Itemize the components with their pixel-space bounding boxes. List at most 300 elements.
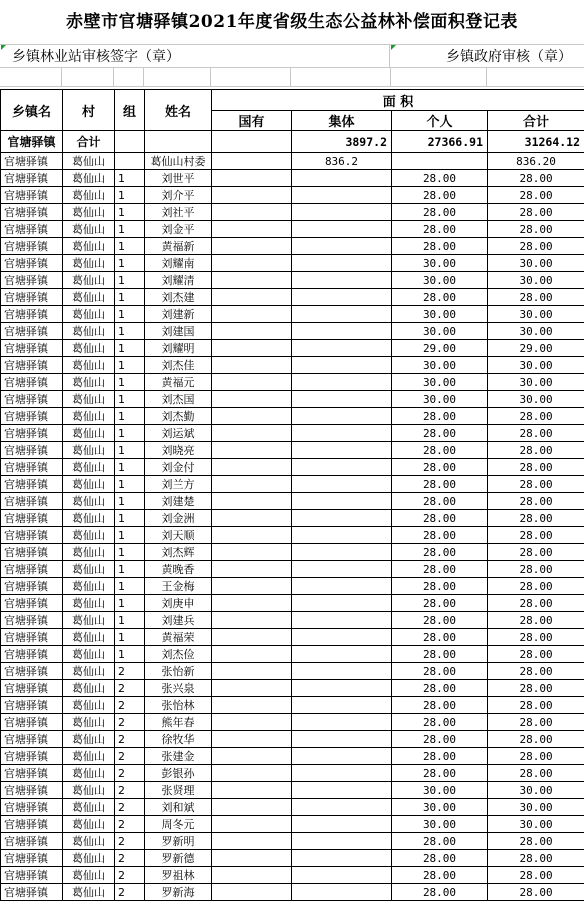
cell-village: 葛仙山 [63,510,115,527]
cell-village: 葛仙山 [63,697,115,714]
cell-collective [292,833,392,850]
cell-state [212,833,292,850]
cell-state [212,493,292,510]
summary-collective: 3897.2 [292,131,392,153]
cell-village: 葛仙山 [63,476,115,493]
cell-group: 1 [115,255,145,272]
cell-group: 1 [115,595,145,612]
summary-row [1,131,584,153]
cell-village: 葛仙山 [63,731,115,748]
cell-individual: 28.00 [392,187,488,204]
table-row [1,697,584,714]
cell-township: 官塘驿镇 [1,595,63,612]
cell-township: 官塘驿镇 [1,510,63,527]
cell-village: 葛仙山 [63,714,115,731]
cell-group: 1 [115,476,145,493]
cell-village: 葛仙山 [63,391,115,408]
cell-state [212,442,292,459]
cell-name: 张贤理 [145,782,212,799]
cell-collective [292,663,392,680]
cell-collective [292,748,392,765]
cell-township: 官塘驿镇 [1,238,63,255]
cell-group: 1 [115,306,145,323]
cell-group: 1 [115,323,145,340]
cell-total: 28.00 [488,629,584,646]
cell-individual: 28.00 [392,442,488,459]
cell-group: 2 [115,816,145,833]
cell-state [212,425,292,442]
cell-township: 官塘驿镇 [1,731,63,748]
cell-name: 刘耀南 [145,255,212,272]
table-row [1,255,584,272]
comment-marker-icon [1,45,6,50]
cell-group: 2 [115,765,145,782]
government-review-signature: 乡镇政府审核（章） [390,44,584,68]
cell-total: 28.00 [488,425,584,442]
cell-village: 葛仙山 [63,782,115,799]
cell-township: 官塘驿镇 [1,680,63,697]
cell-group: 2 [115,731,145,748]
cell-total: 28.00 [488,731,584,748]
cell-state [212,153,292,170]
cell-township: 官塘驿镇 [1,391,63,408]
header-name: 姓名 [145,90,212,131]
cell-state [212,595,292,612]
table-row [1,884,584,901]
cell-name: 熊年春 [145,714,212,731]
cell-name: 徐牧华 [145,731,212,748]
cell-name: 刘和斌 [145,799,212,816]
cell-individual: 28.00 [392,595,488,612]
cell-name: 刘晓亮 [145,442,212,459]
table-row [1,850,584,867]
cell-total: 28.00 [488,697,584,714]
cell-group: 2 [115,714,145,731]
cell-name: 刘杰佳 [145,357,212,374]
cell-name: 刘耀清 [145,272,212,289]
cell-individual: 28.00 [392,204,488,221]
cell-group: 1 [115,646,145,663]
cell-collective [292,850,392,867]
cell-village: 葛仙山 [63,340,115,357]
cell-name: 周冬元 [145,816,212,833]
cell-total: 28.00 [488,595,584,612]
cell-village: 葛仙山 [63,799,115,816]
cell-group: 2 [115,680,145,697]
cell-individual: 28.00 [392,170,488,187]
cell-individual: 28.00 [392,833,488,850]
cell-village: 葛仙山 [63,323,115,340]
cell-state [212,204,292,221]
cell-collective [292,187,392,204]
table-row [1,493,584,510]
cell-total: 28.00 [488,663,584,680]
cell-state [212,646,292,663]
cell-total: 28.00 [488,561,584,578]
cell-state [212,221,292,238]
cell-group: 2 [115,850,145,867]
cell-name: 彭银孙 [145,765,212,782]
cell-state [212,663,292,680]
cell-individual: 28.00 [392,629,488,646]
cell-individual: 30.00 [392,374,488,391]
cell-total: 30.00 [488,357,584,374]
cell-individual: 30.00 [392,391,488,408]
cell-township: 官塘驿镇 [1,646,63,663]
cell-group: 1 [115,544,145,561]
cell-state [212,272,292,289]
cell-name: 张怡新 [145,663,212,680]
cell-village: 葛仙山 [63,408,115,425]
cell-total: 28.00 [488,612,584,629]
cell-individual: 28.00 [392,714,488,731]
cell-township: 官塘驿镇 [1,816,63,833]
table-row [1,782,584,799]
cell-state [212,561,292,578]
cell-group: 1 [115,493,145,510]
cell-township: 官塘驿镇 [1,833,63,850]
cell-group: 2 [115,884,145,901]
cell-name: 罗祖林 [145,867,212,884]
cell-village: 葛仙山 [63,238,115,255]
cell-name: 刘庚申 [145,595,212,612]
cell-collective [292,527,392,544]
cell-village: 葛仙山 [63,595,115,612]
cell-total: 28.00 [488,442,584,459]
cell-village: 葛仙山 [63,867,115,884]
cell-individual: 28.00 [392,697,488,714]
cell-individual: 30.00 [392,323,488,340]
cell-village: 葛仙山 [63,561,115,578]
cell-group: 1 [115,425,145,442]
cell-individual: 28.00 [392,289,488,306]
cell-name: 刘金洲 [145,510,212,527]
cell-collective [292,391,392,408]
cell-group: 2 [115,799,145,816]
cell-state [212,459,292,476]
cell-collective [292,680,392,697]
cell-group: 1 [115,612,145,629]
cell-collective [292,238,392,255]
cell-total: 28.00 [488,748,584,765]
cell-name: 王金梅 [145,578,212,595]
cell-state [212,629,292,646]
cell-collective: 836.2 [292,153,392,170]
cell-township: 官塘驿镇 [1,561,63,578]
cell-village: 葛仙山 [63,187,115,204]
cell-individual: 28.00 [392,561,488,578]
cell-township: 官塘驿镇 [1,714,63,731]
cell-township: 官塘驿镇 [1,425,63,442]
comment-marker-icon [391,45,396,50]
table-row [1,748,584,765]
cell-name: 刘建国 [145,323,212,340]
cell-name: 刘杰勤 [145,408,212,425]
cell-state [212,357,292,374]
cell-group: 1 [115,510,145,527]
table-row [1,731,584,748]
cell-total: 28.00 [488,170,584,187]
forestry-station-signature: 乡镇林业站审核签字（章） [0,44,390,68]
cell-township: 官塘驿镇 [1,867,63,884]
cell-state [212,527,292,544]
cell-total: 28.00 [488,510,584,527]
summary-group [115,131,145,153]
cell-township: 官塘驿镇 [1,850,63,867]
cell-name: 刘杰辉 [145,544,212,561]
table-row [1,391,584,408]
cell-township: 官塘驿镇 [1,221,63,238]
cell-name: 刘金付 [145,459,212,476]
spacer-row [0,68,584,87]
table-row [1,170,584,187]
cell-individual: 28.00 [392,476,488,493]
cell-collective [292,765,392,782]
cell-state [212,187,292,204]
table-row [1,204,584,221]
cell-total: 836.20 [488,153,584,170]
cell-group: 2 [115,748,145,765]
cell-collective [292,884,392,901]
cell-group: 1 [115,289,145,306]
cell-individual: 28.00 [392,459,488,476]
cell-name: 刘建兵 [145,612,212,629]
table-row [1,544,584,561]
cell-individual: 28.00 [392,425,488,442]
cell-township: 官塘驿镇 [1,255,63,272]
cell-individual: 30.00 [392,816,488,833]
cell-collective [292,493,392,510]
summary-name [145,131,212,153]
cell-total: 28.00 [488,238,584,255]
cell-state [212,714,292,731]
cell-state [212,680,292,697]
table-row [1,527,584,544]
cell-individual: 28.00 [392,850,488,867]
cell-township: 官塘驿镇 [1,629,63,646]
table-row [1,561,584,578]
cell-individual: 30.00 [392,799,488,816]
page-title: 赤壁市官塘驿镇2021年度省级生态公益林补偿面积登记表 [66,12,518,32]
cell-total: 30.00 [488,816,584,833]
cell-township: 官塘驿镇 [1,476,63,493]
cell-village: 葛仙山 [63,612,115,629]
cell-state [212,697,292,714]
cell-village: 葛仙山 [63,544,115,561]
cell-name: 刘建新 [145,306,212,323]
cell-collective [292,357,392,374]
cell-individual: 28.00 [392,578,488,595]
cell-state [212,748,292,765]
cell-total: 28.00 [488,850,584,867]
cell-collective [292,782,392,799]
table-row [1,442,584,459]
cell-individual: 30.00 [392,357,488,374]
cell-group: 1 [115,391,145,408]
cell-name: 刘运斌 [145,425,212,442]
cell-total: 28.00 [488,833,584,850]
cell-individual: 28.00 [392,748,488,765]
cell-total: 30.00 [488,272,584,289]
cell-state [212,799,292,816]
cell-collective [292,408,392,425]
cell-group: 1 [115,340,145,357]
cell-name: 张建金 [145,748,212,765]
cell-group: 1 [115,374,145,391]
cell-township: 官塘驿镇 [1,323,63,340]
cell-collective [292,799,392,816]
summary-state [212,131,292,153]
cell-township: 官塘驿镇 [1,782,63,799]
cell-state [212,340,292,357]
cell-collective [292,867,392,884]
table-row [1,238,584,255]
cell-name: 刘建楚 [145,493,212,510]
cell-collective [292,204,392,221]
cell-collective [292,323,392,340]
cell-collective [292,442,392,459]
cell-township: 官塘驿镇 [1,493,63,510]
cell-total: 28.00 [488,408,584,425]
cell-name: 刘天顺 [145,527,212,544]
cell-village: 葛仙山 [63,374,115,391]
cell-village: 葛仙山 [63,493,115,510]
cell-village: 葛仙山 [63,646,115,663]
cell-village: 葛仙山 [63,425,115,442]
cell-individual: 28.00 [392,680,488,697]
cell-state [212,408,292,425]
cell-total: 30.00 [488,374,584,391]
cell-individual: 30.00 [392,782,488,799]
cell-name: 黄福荣 [145,629,212,646]
cell-name: 刘耀明 [145,340,212,357]
cell-township: 官塘驿镇 [1,153,63,170]
cell-group: 1 [115,238,145,255]
cell-name: 黄晚香 [145,561,212,578]
cell-state [212,765,292,782]
cell-total: 28.00 [488,765,584,782]
cell-name: 罗新海 [145,884,212,901]
table-row [1,357,584,374]
cell-state [212,816,292,833]
cell-collective [292,816,392,833]
cell-collective [292,629,392,646]
cell-collective [292,646,392,663]
cell-village: 葛仙山 [63,816,115,833]
cell-collective [292,289,392,306]
cell-group: 1 [115,187,145,204]
cell-group: 1 [115,272,145,289]
cell-individual: 28.00 [392,510,488,527]
cell-collective [292,459,392,476]
cell-group: 1 [115,459,145,476]
table-row [1,765,584,782]
cell-total: 30.00 [488,323,584,340]
cell-township: 官塘驿镇 [1,170,63,187]
cell-group: 2 [115,697,145,714]
cell-state [212,850,292,867]
cell-total: 30.00 [488,391,584,408]
cell-village: 葛仙山 [63,357,115,374]
cell-group: 1 [115,629,145,646]
cell-township: 官塘驿镇 [1,374,63,391]
cell-collective [292,374,392,391]
cell-village: 葛仙山 [63,748,115,765]
cell-group: 1 [115,561,145,578]
cell-township: 官塘驿镇 [1,408,63,425]
table-row [1,816,584,833]
cell-individual: 28.00 [392,221,488,238]
summary-township: 官塘驿镇 [1,131,63,153]
cell-state [212,238,292,255]
cell-collective [292,170,392,187]
cell-group: 2 [115,867,145,884]
cell-village: 葛仙山 [63,578,115,595]
registration-table [0,89,584,901]
cell-collective [292,612,392,629]
cell-group: 1 [115,408,145,425]
cell-collective [292,306,392,323]
table-row [1,629,584,646]
cell-township: 官塘驿镇 [1,697,63,714]
cell-township: 官塘驿镇 [1,527,63,544]
cell-total: 28.00 [488,884,584,901]
cell-individual: 29.00 [392,340,488,357]
cell-group: 2 [115,782,145,799]
table-row [1,578,584,595]
cell-group: 1 [115,442,145,459]
cell-individual: 28.00 [392,646,488,663]
cell-group: 2 [115,663,145,680]
cell-name: 刘杰建 [145,289,212,306]
cell-total: 28.00 [488,493,584,510]
cell-state [212,731,292,748]
cell-name: 张怡林 [145,697,212,714]
cell-name: 刘杰国 [145,391,212,408]
cell-total: 28.00 [488,680,584,697]
cell-village: 葛仙山 [63,833,115,850]
cell-total: 28.00 [488,289,584,306]
cell-village: 葛仙山 [63,850,115,867]
cell-village: 葛仙山 [63,272,115,289]
cell-total: 28.00 [488,459,584,476]
cell-individual: 28.00 [392,544,488,561]
cell-village: 葛仙山 [63,680,115,697]
table-row [1,374,584,391]
table-row [1,153,584,170]
cell-total: 28.00 [488,646,584,663]
cell-collective [292,578,392,595]
cell-township: 官塘驿镇 [1,544,63,561]
cell-village: 葛仙山 [63,204,115,221]
cell-individual: 28.00 [392,612,488,629]
cell-name: 刘兰方 [145,476,212,493]
cell-village: 葛仙山 [63,527,115,544]
table-row [1,714,584,731]
cell-township: 官塘驿镇 [1,765,63,782]
cell-individual: 28.00 [392,527,488,544]
cell-total: 29.00 [488,340,584,357]
cell-total: 28.00 [488,476,584,493]
cell-collective [292,255,392,272]
table-row [1,476,584,493]
cell-group [115,153,145,170]
cell-name: 刘杰俭 [145,646,212,663]
table-row [1,867,584,884]
cell-village: 葛仙山 [63,221,115,238]
cell-township: 官塘驿镇 [1,289,63,306]
cell-village: 葛仙山 [63,289,115,306]
